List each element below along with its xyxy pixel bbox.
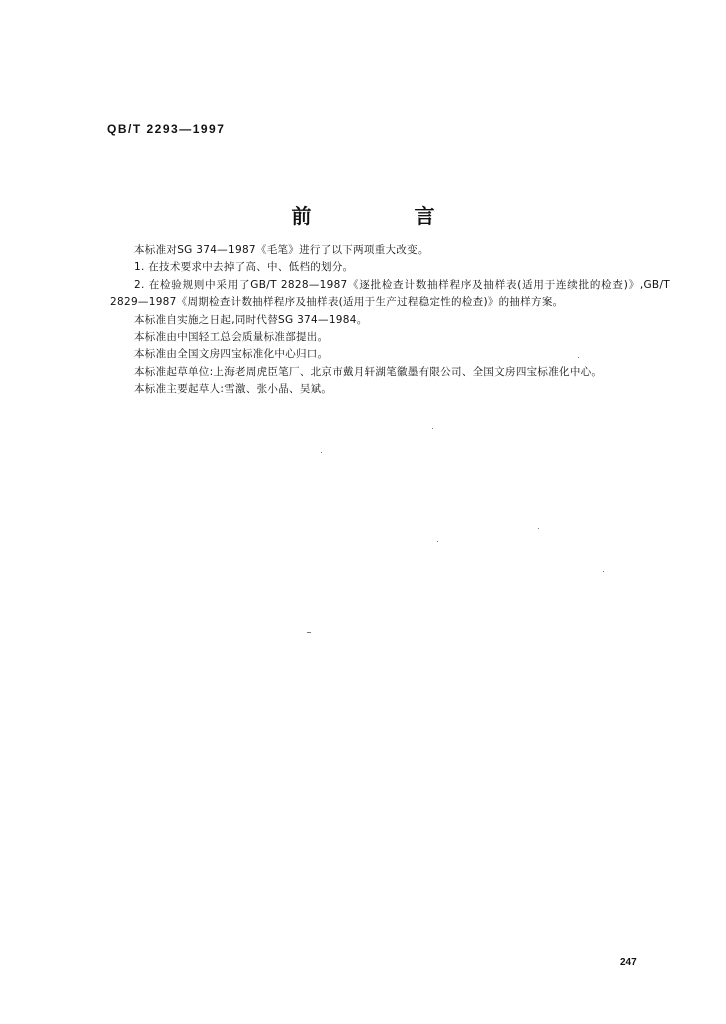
scan-speck: [321, 452, 322, 453]
paragraph-item-2: 2. 在检验规则中采用了GB/T 2828—1987《逐批检查计数抽样程序及抽样表(适用于连续批的检查)》,GB/T 2829—1987《周期检查计数抽样程序及抽样表(适用于生产过程稳定性的检查)》的抽样方案。: [110, 278, 670, 309]
paragraph-administrator: 本标准由全国文房四宝标准化中心归口。: [134, 348, 329, 361]
paragraph-proposer: 本标准由中国轻工总会质量标准部提出。: [134, 331, 329, 344]
paragraph-item-1: 1. 在技术要求中去掉了高、中、低档的划分。: [134, 261, 354, 274]
paragraph-drafting-units: 本标准起草单位:上海老周虎臣笔厂、北京市戴月轩湖笔徽墨有限公司、全国文房四宝标准化中心。: [134, 365, 603, 378]
paragraph-intro: 本标准对SG 374—1987《毛笔》进行了以下两项重大改变。: [134, 244, 429, 256]
page-number: 247: [620, 957, 637, 968]
scan-speck: [307, 632, 311, 633]
scan-speck: [538, 528, 539, 529]
paragraph-drafters: 本标准主要起草人:雪激、张小晶、吴斌。: [134, 383, 333, 396]
paragraph-replacement: 本标准自实施之日起,同时代替SG 374—1984。: [134, 313, 368, 326]
scan-speck: [437, 541, 438, 542]
foreword-body: [110, 242, 670, 399]
document-code: QB/T 2293—1997: [107, 122, 226, 136]
page-title: 前 言: [291, 204, 483, 228]
scan-speck: [578, 357, 579, 358]
scan-speck: [432, 428, 433, 429]
scan-speck: [603, 571, 604, 572]
